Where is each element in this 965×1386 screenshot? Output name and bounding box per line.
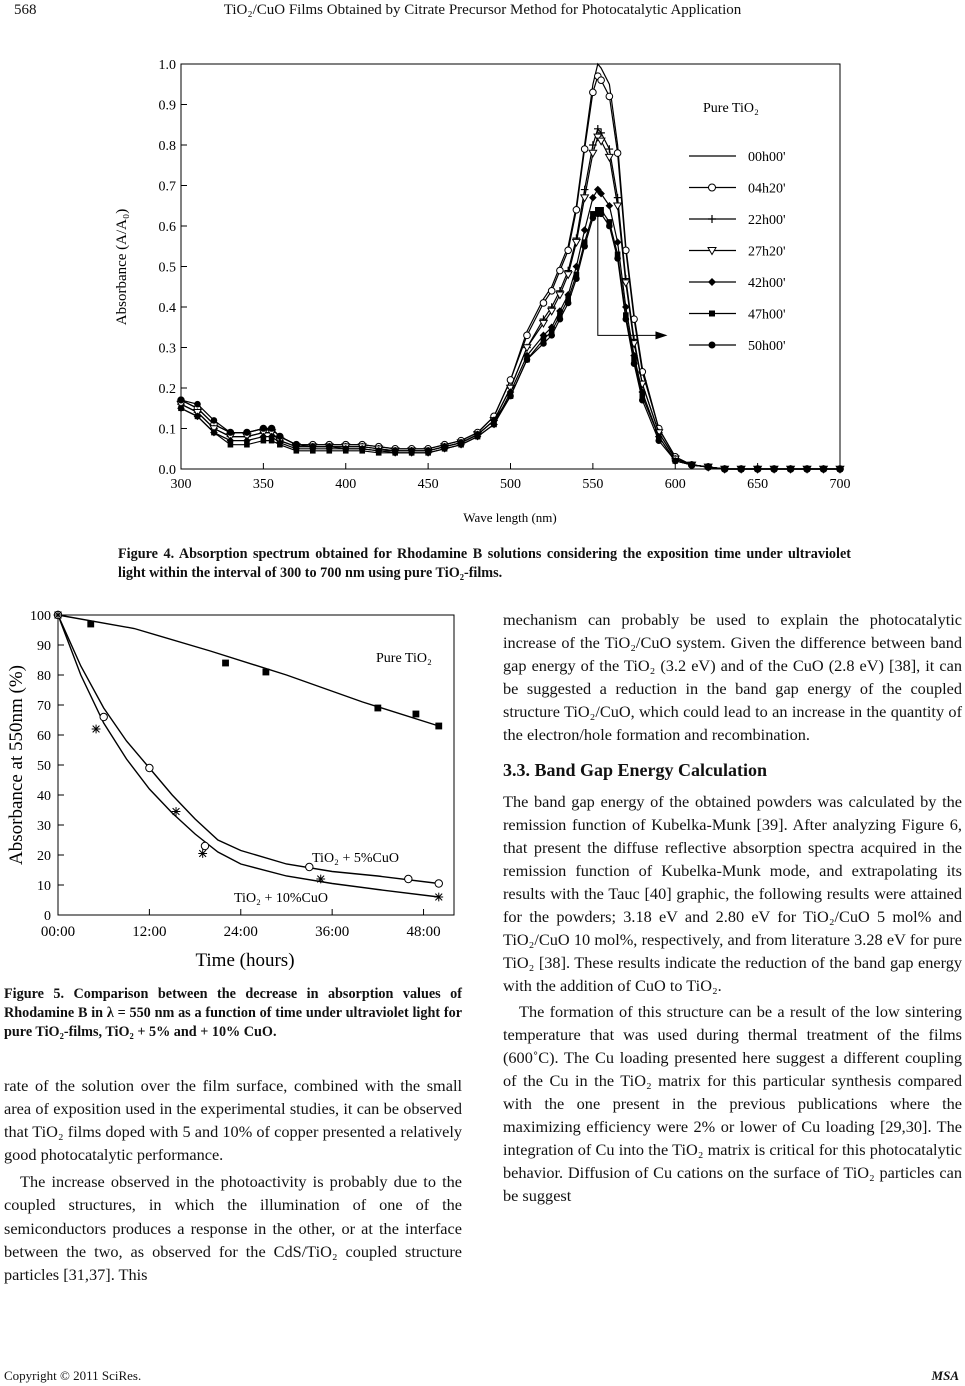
fig4-point: [614, 150, 621, 157]
fig4-point: [392, 447, 399, 454]
fig4-point: [269, 438, 275, 444]
fig4-point: [581, 243, 588, 250]
fig4-plot-frame: [181, 64, 840, 469]
fig4-point: [655, 437, 662, 444]
left-paragraph-2: The increase observed in the photoactivity is probably due to the coupled structures, in which the illumination of one of the semiconductors produces a response in the other, or at the interface between the two, as observed for the CdS/TiO₂ coupled structure particles [31,37]. This: [4, 1172, 462, 1284]
fig4-point: [260, 425, 267, 432]
fig4-point: [573, 275, 580, 282]
fig5-y-tick-label: 30: [37, 819, 51, 834]
fig5-point: [172, 807, 181, 816]
fig4-point: [771, 466, 778, 473]
fig4-point: [211, 430, 217, 436]
fig4-legend-label: 42h00': [748, 276, 786, 291]
fig4-point: [277, 433, 284, 440]
fig4-legend-label: 00h00': [748, 150, 786, 165]
fig5-point: [405, 875, 412, 882]
right-paragraph-2: The band gap energy of the obtained powders was calculated by the remission function of Kubelka-Munk [39]. After analyzing Figure 6, that present the diffuse reflective absorption spectra acquired in the remission function of Kubelka-Munk mode, and extrapolating its results with the Tauc [40] graphic, the following results were attained for the powders; 3.18 eV and 2.80 eV for TiO₂/CuO 5 mol% and TiO₂/CuO 10 mol%, respectively, and from literature 3.28 eV for pure TiO₂ [38]. These results indicate the reduction of the band gap energy with the addition of CuO to TiO₂.: [503, 791, 962, 996]
fig4-series-line-0: [181, 64, 840, 469]
fig4-point: [606, 93, 613, 100]
fig4-point: [721, 466, 728, 473]
fig4-point: [672, 458, 679, 465]
fig5-y-tick-label: 0: [44, 909, 51, 924]
fig5-point: [435, 723, 442, 730]
fig4-point: [326, 443, 333, 450]
fig4-point: [261, 438, 267, 444]
fig4-point: [342, 445, 349, 452]
fig4-point: [581, 195, 589, 202]
fig4-point: [540, 340, 547, 347]
fig5-point: [413, 711, 420, 718]
fig4-legend-marker: [709, 184, 716, 191]
fig5-point: [54, 611, 63, 620]
fig4-point: [277, 442, 283, 448]
fig4-y-tick-label: 0.1: [158, 422, 176, 438]
right-paragraph-1: mechanism can probably be used to explain the photocatalytic increase of the TiO₂/CuO system. Given the difference between band gap energy of the TiO₂ (3.2 eV) and of the CuO (2.8 eV) [38], it can be suggested a reduction in the band gap energy of the coupled structure TiO₂/CuO, which could lead to an increase in the quantity of the electron/hole formation and recombination.: [503, 610, 962, 745]
fig4-point: [614, 255, 621, 262]
fig4-point: [589, 194, 597, 202]
fig5-point: [146, 764, 153, 771]
fig4-series-line-2: [181, 129, 840, 469]
fig5-x-tick-label: 36:00: [315, 924, 350, 940]
fig4-x-tick-label: 700: [829, 477, 851, 492]
fig4-series-line-4: [181, 190, 840, 469]
fig5-series-label-10cuo: TiO₂ + 10%CuO: [234, 891, 328, 906]
fig4-point: [639, 397, 646, 404]
fig4-y-tick-label: 0.8: [158, 139, 176, 154]
fig4-legend-label: 47h00': [748, 307, 786, 323]
fig5-x-tick-label: 00:00: [40, 924, 76, 940]
fig4-y-tick-label: 0.6: [158, 220, 176, 235]
figure-4-chart: [100, 52, 860, 532]
fig4-point: [557, 267, 564, 274]
fig4-x-tick-label: 500: [500, 477, 521, 492]
fig4-point: [623, 316, 630, 323]
left-paragraph-1: rate of the solution over the film surface, combined with the small area of exposition used in the experimental studies, it can be observed that TiO₂ films doped with 5 and 10% of copper presented a relatively good photocatalytic performance.: [4, 1076, 462, 1165]
fig4-point: [581, 146, 588, 153]
fig5-series-line-0: [58, 615, 439, 726]
fig4-point: [227, 429, 234, 436]
fig4-legend-title: Pure TiO₂: [703, 101, 759, 116]
fig4-legend-marker: [709, 311, 715, 317]
fig4-point: [590, 89, 597, 96]
fig4-point: [268, 425, 275, 432]
fig4-point: [310, 443, 317, 450]
fig5-y-tick-label: 80: [37, 669, 51, 684]
fig4-point: [557, 316, 564, 323]
fig4-x-tick-label: 650: [747, 477, 769, 492]
fig4-ylabel: Absorbance (A/A₀): [114, 208, 130, 326]
fig4-point: [614, 194, 622, 202]
fig4-point: [524, 332, 531, 339]
fig4-legend-label: 50h00': [748, 339, 786, 354]
fig4-y-tick-label: 0.7: [158, 179, 176, 195]
fig4-point: [491, 417, 498, 424]
fig4-x-tick-label: 350: [252, 477, 274, 492]
fig5-y-tick-label: 20: [37, 849, 51, 864]
fig4-point: [359, 445, 366, 452]
fig4-point: [293, 441, 300, 448]
left-column-text: [4, 1074, 462, 1286]
fig4-point: [408, 447, 415, 454]
fig5-point: [198, 849, 207, 858]
fig4-point: [474, 431, 481, 438]
fig5-series-label-pure: Pure TiO₂: [376, 651, 432, 666]
figure-5-chart: [0, 600, 462, 975]
fig4-point: [375, 447, 382, 454]
fig4-legend-marker: [708, 215, 716, 223]
fig4-y-tick-label: 0.0: [158, 463, 176, 478]
fig4-point: [425, 447, 432, 454]
fig5-ylabel: Absorbance at 550nm (%): [6, 665, 27, 865]
fig4-point: [705, 464, 712, 471]
fig4-point: [589, 150, 597, 157]
fig5-x-tick-label: 24:00: [223, 924, 258, 940]
fig4-point: [820, 466, 827, 473]
fig4-point: [178, 397, 185, 404]
fig4-point: [573, 207, 580, 214]
fig4-point: [565, 247, 572, 254]
fig4-legend-label: 27h20': [748, 244, 786, 260]
fig4-y-tick-label: 1.0: [158, 58, 176, 73]
fig5-point: [316, 875, 325, 884]
figure-4-caption: Figure 4. Absorption spectrum obtained for Rhodamine B solutions considering the exposition time under ultraviolet light within the interval of 300 to 700 nm using pure TiO₂-films.: [118, 546, 851, 581]
fig4-point: [606, 202, 614, 210]
fig4-point: [754, 466, 761, 473]
fig4-xlabel: Wave length (nm): [463, 510, 557, 525]
fig4-point: [837, 466, 844, 473]
fig4-series-line-1: [181, 76, 840, 469]
fig4-point: [606, 154, 614, 161]
fig5-series-label-5cuo: TiO₂ + 5%CuO: [312, 851, 399, 866]
right-column-text: [503, 608, 962, 1207]
fig4-point: [524, 356, 531, 363]
fig4-point: [598, 211, 605, 218]
figure-5-caption: Figure 5. Comparison between the decrease in absorption values of Rhodamine B in λ = 550 nm as a function of time under ultraviolet light for pure TiO₂-films, TiO₂ + 5% and + 10% CuO.: [4, 986, 462, 1040]
fig4-legend-label: 04h20': [748, 181, 786, 197]
fig4-arrow-head: [655, 331, 667, 339]
fig5-point: [87, 621, 94, 628]
fig4-y-tick-label: 0.9: [158, 98, 176, 114]
fig4-y-tick-label: 0.3: [158, 341, 176, 357]
fig4-series-line-5: [181, 210, 840, 469]
fig4-point: [211, 417, 218, 424]
fig4-x-tick-label: 550: [582, 477, 604, 492]
fig4-point: [804, 466, 811, 473]
fig4-point: [614, 203, 622, 210]
fig4-point: [631, 360, 638, 367]
fig4-point: [606, 223, 613, 230]
fig4-point: [787, 466, 794, 473]
fig4-point: [548, 288, 555, 295]
fig5-y-tick-label: 100: [30, 609, 51, 624]
fig5-x-tick-label: 48:00: [406, 924, 441, 940]
fig5-point: [100, 713, 107, 720]
fig5-point: [263, 669, 270, 676]
fig4-point: [540, 300, 547, 307]
fig4-x-tick-label: 450: [417, 477, 439, 492]
fig4-point: [195, 414, 201, 420]
fig5-y-tick-label: 10: [37, 879, 51, 894]
fig4-x-tick-label: 600: [664, 477, 686, 492]
fig4-point: [581, 186, 589, 194]
section-heading: 3.3. Band Gap Energy Calculation: [503, 759, 768, 780]
fig4-point: [738, 466, 745, 473]
fig4-series-line-6: [181, 214, 840, 469]
fig4-legend-marker: [708, 278, 716, 286]
fig4-point: [688, 462, 695, 469]
fig5-y-tick-label: 90: [37, 639, 51, 654]
fig4-x-tick-label: 300: [170, 477, 192, 492]
fig5-y-tick-label: 40: [37, 789, 51, 804]
fig4-point: [178, 405, 184, 411]
fig4-legend-marker: [709, 342, 716, 349]
fig4-point: [507, 393, 514, 400]
running-title: TiO₂/CuO Films Obtained by Citrate Precursor Method for Photocatalytic Application: [223, 2, 742, 18]
fig5-y-tick-label: 60: [37, 729, 51, 744]
fig5-point: [222, 660, 229, 667]
fig4-point: [458, 439, 465, 446]
fig5-point: [434, 893, 443, 902]
fig5-point: [92, 725, 101, 734]
fig4-point: [244, 429, 251, 436]
fig4-point: [244, 442, 250, 448]
fig4-legend-label: 22h00': [748, 213, 786, 228]
footer-journal: MSA: [931, 1368, 959, 1383]
fig5-xlabel: Time (hours): [195, 950, 295, 971]
fig4-x-tick-label: 400: [335, 477, 357, 492]
footer-copyright: Copyright © 2011 SciRes.: [4, 1368, 142, 1383]
fig4-point: [573, 239, 581, 246]
fig4-point: [441, 443, 448, 450]
fig4-point: [598, 77, 605, 84]
fig5-point: [201, 842, 208, 849]
fig5-y-tick-label: 70: [37, 699, 51, 714]
fig5-point: [435, 880, 442, 887]
fig4-y-tick-label: 0.2: [158, 382, 176, 397]
fig5-x-tick-label: 12:00: [132, 924, 167, 940]
fig4-point: [194, 401, 201, 408]
fig5-point: [374, 705, 381, 712]
right-paragraph-3: The formation of this structure can be a result of the low sintering temperature that was used during thermal treatment of the films (600˚C). The Cu loading presented here suggest a different coupling of the Cu in the TiO₂ matrix for this particular synthesis compared with the one present in the previous publications where the maximizing efficiency were 2% or lower of Cu loading [29,30]. The integration of Cu into the TiO₂ matrix is critical for this photocatalytic behavior. Diffusion of Cu cations on the surface of TiO₂ particles can be suggest: [503, 1001, 962, 1206]
page-number: 568: [14, 2, 37, 18]
fig4-point: [597, 138, 605, 145]
fig4-series-line-3: [181, 137, 840, 469]
fig4-y-tick-label: 0.4: [158, 301, 176, 316]
fig5-y-tick-label: 50: [37, 759, 51, 774]
fig4-y-tick-label: 0.5: [158, 260, 176, 276]
fig4-point: [228, 442, 234, 448]
fig4-point: [294, 448, 300, 454]
fig4-point: [565, 300, 572, 307]
fig4-point: [548, 332, 555, 339]
